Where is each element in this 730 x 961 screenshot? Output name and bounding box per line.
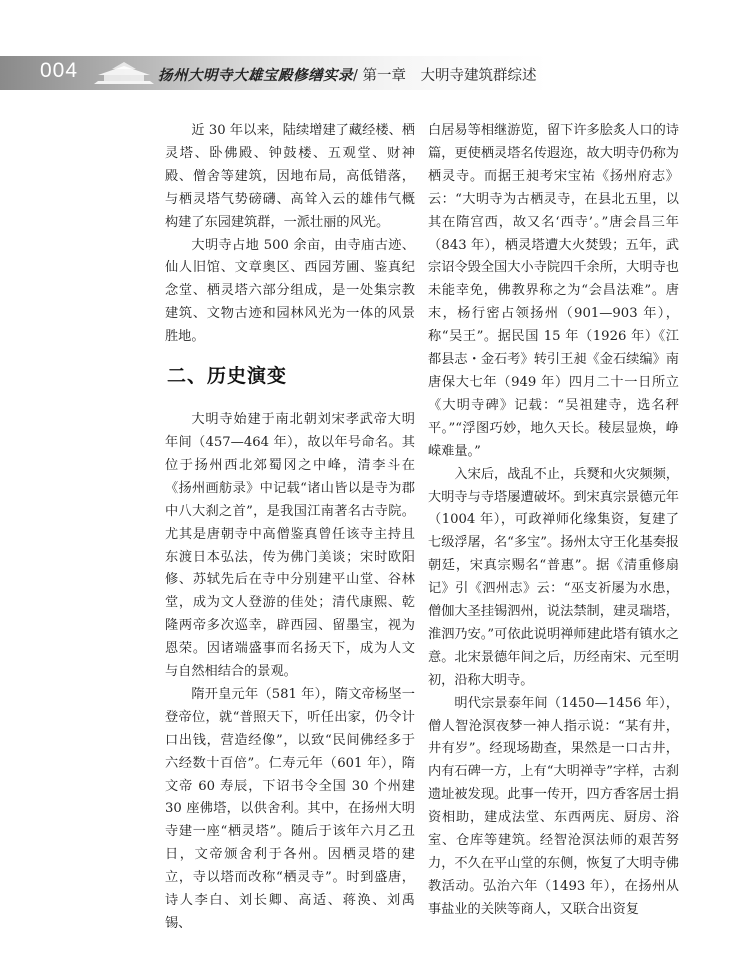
paragraph: 近 30 年以来，陆续增建了藏经楼、栖灵塔、卧佛殿、钟鼓楼、五观堂、财神殿、僧舍等建筑，因地布局，高低错落，与栖灵塔气势磅礴、高耸入云的雄伟气概构建了东园建筑群，一派壮丽的风光。	[165, 123, 415, 230]
paragraph: 隋开皇元年（581 年），隋文帝杨坚一登帝位，就“普照天下，听任出家，仍令计口出钱，营造经像”，以致“民间佛经多于六经数十百倍”。仁寿元年（601 年），隋文帝 60 寿辰，下诏书令全国 30 个州建 30 座佛塔，以供舍利。其中，在扬州大明寺建一座“栖灵塔”。随后于该年六月乙丑日，文帝颁舍利于各州。因栖灵塔的建立，寺以塔而改称“栖灵寺”。时到盛唐，诗人李白、刘长卿、高适、蒋涣、刘禹锡、	[165, 686, 415, 931]
page-number: 004	[40, 59, 79, 82]
right-column	[428, 120, 679, 922]
paragraph: 入宋后，战乱不止，兵燹和火灾频频，大明寺与寺塔屡遭破坏。到宋真宗景德元年（1004 年），可政禅师化缘集资，复建了七级浮屠，名“多宝”。扬州太守王化基奏报朝廷，宋真宗赐名“普惠”。据《清重修扇记》引《泗州志》云：“巫支祈屡为水患，僧伽大圣挂锡泗州，说法禁制，建灵瑞塔，淮泗乃安。”可依此说明禅师建此塔有镇水之意。北宋景德年间之后，历经南宋、元至明初，沿称大明寺。	[428, 466, 679, 688]
paragraph: 白居易等相继游览，留下许多脍炙人口的诗篇，更使栖灵塔名传遐迩，故大明寺仍称为栖灵寺。而据王昶考宋宝祐《扬州府志》云：“大明寺为古栖灵寺，在县北五里，以其在隋宫西，故又名‘西寺’。”唐会昌三年（843 年），栖灵塔遭大火焚毁；五年，武宗诏令毁全国大小寺院四千余所，大明寺也未能幸免，佛教界称之为“会昌法难”。唐末，杨行密占领扬州（901—903 年），称“吴王”。据民国 15 年（1926 年）《江都县志・金石考》转引王昶《金石续编》南唐保大七年（949 年）四月二十一日所立《大明寺碑》记载：“吴祖建寺，选名秤平。”“浮图巧妙，地久天长。稜层显焕，峥嵘难量。”	[428, 123, 679, 459]
temple-silhouette-icon	[92, 60, 156, 86]
running-header	[158, 64, 537, 85]
book-title: 扬州大明寺大雄宝殿修缮实录	[158, 67, 353, 84]
section-heading: 二、历史演变	[167, 365, 288, 387]
paragraph: 明代宗景泰年间（1450—1456 年），僧人智沧溟夜梦一神人指示说：“某有井，井有岁”。经现场勘查，果然是一口古井，内有石碑一方，上有“大明禅寺”字样，古刹遗址被发现。此事一传开，四方香客居士捐资相助，建成法堂、东西两庑、厨房、浴室、仓库等建筑。经智沧溟法师的艰苦努力，不久在平山堂的东侧，恢复了大明寺佛教活动。弘治六年（1493 年），在扬州从事盐业的关陕等商人，又联合出资复	[428, 695, 679, 917]
chapter-title: / 第一章 大明寺建筑群综述	[353, 68, 537, 84]
paragraph: 大明寺始建于南北朝刘宋孝武帝大明年间（457—464 年），故以年号命名。其位于扬州西北郊蜀冈之中峰，清李斗在《扬州画舫录》中记载“诸山皆以是寺为郡中八大刹之首”，是我国江南著名古寺院。尤其是唐朝寺中高僧鉴真曾任该寺主持且东渡日本弘法，传为佛门美谈；宋时欧阳修、苏轼先后在寺中分别建平山堂、谷林堂，成为文人登游的佳处；清代康熙、乾隆两帝多次巡幸，辟西园、留墨宝，视为恩荣。因诸端盛事而名扬天下，成为人文与自然相结合的景观。	[165, 412, 415, 680]
left-column	[165, 120, 415, 936]
paragraph: 大明寺占地 500 余亩，由寺庙古迹、仙人旧馆、文章奥区、西园芳圃、鉴真纪念堂、栖灵塔六部分组成，是一处集宗教建筑、文物古迹和园林风光为一体的风景胜地。	[165, 237, 415, 345]
